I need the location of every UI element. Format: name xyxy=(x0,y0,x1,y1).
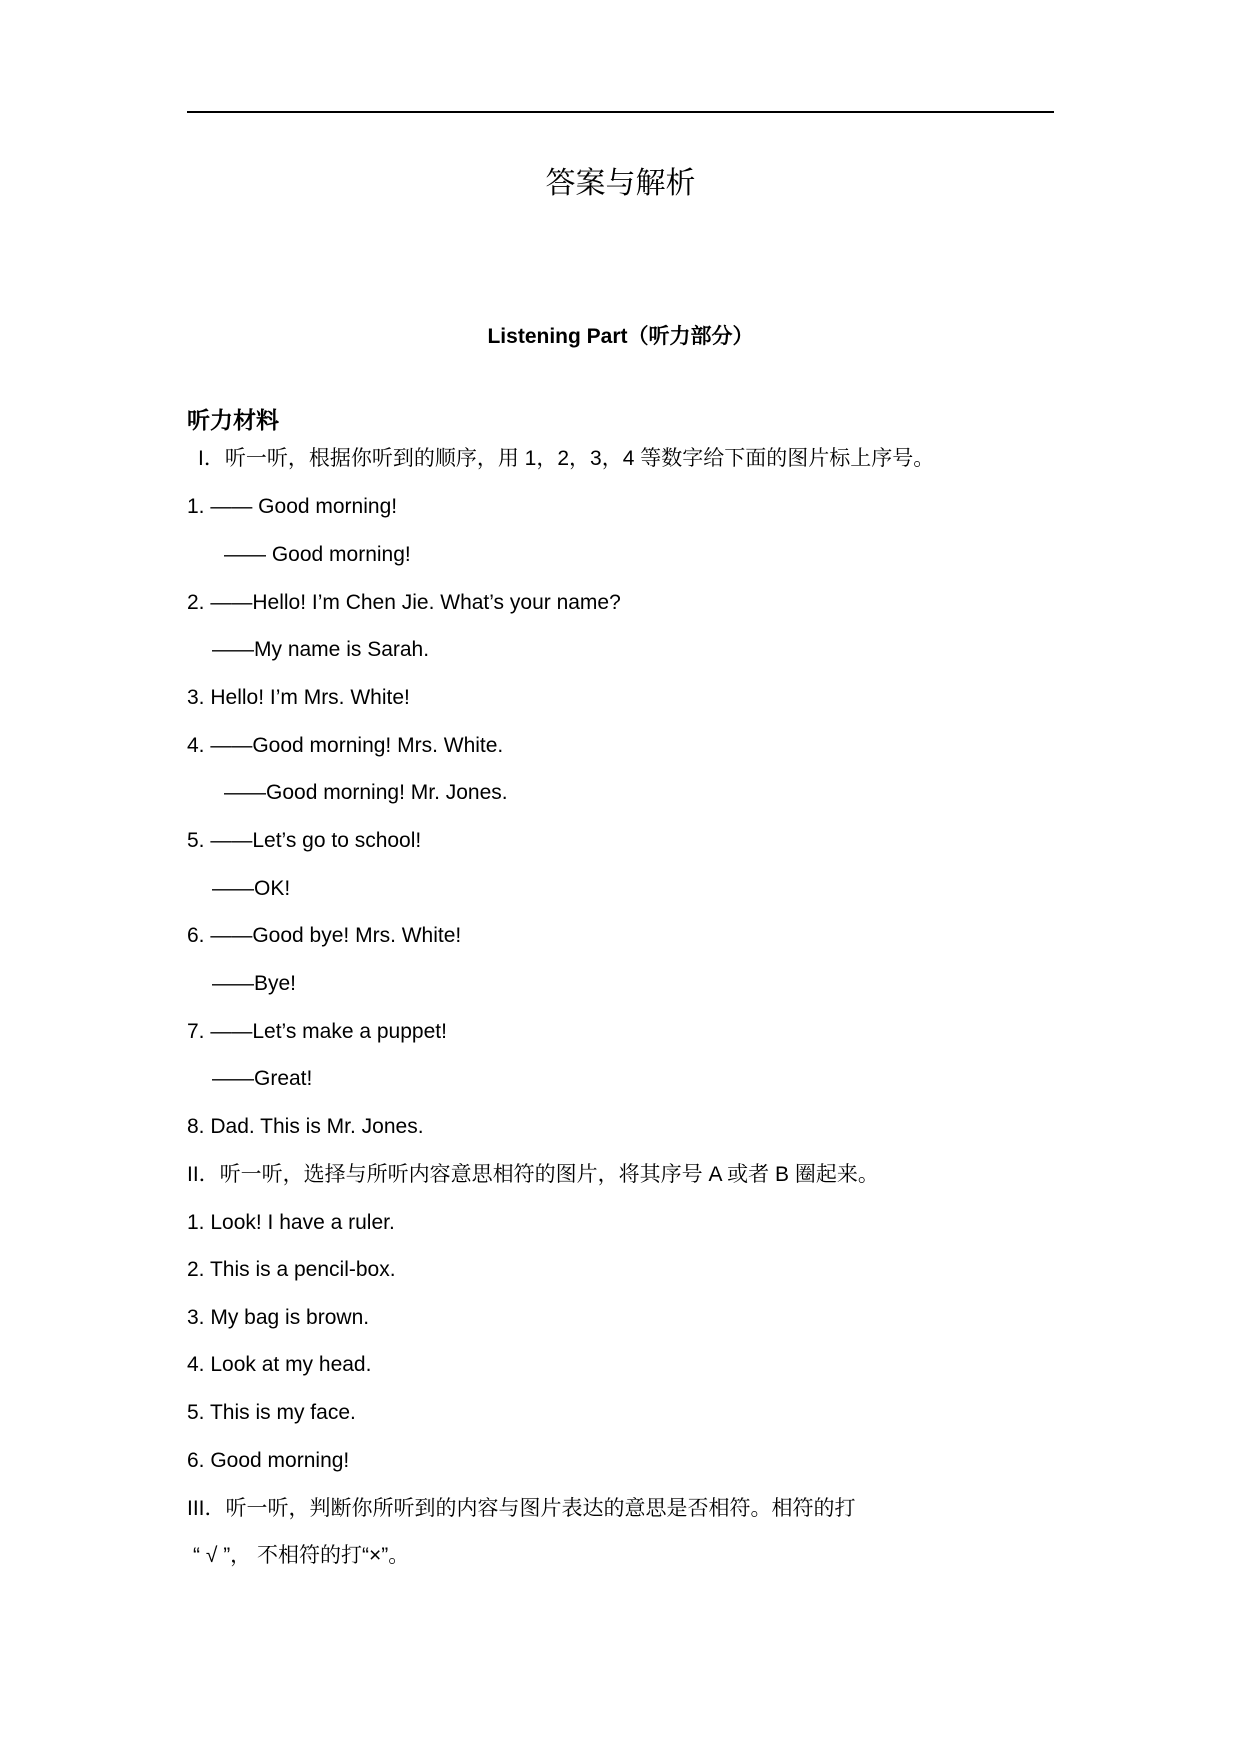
instruction-part-3-cont: “ √ ”， 不相符的打“×”。 xyxy=(193,1544,410,1567)
dialogue-line: ——OK! xyxy=(212,877,291,900)
instruction-part-2: II．听一听，选择与所听内容意思相符的图片，将其序号 A 或者 B 圈起来。 xyxy=(187,1163,879,1186)
sentence-line: 5. This is my face. xyxy=(187,1401,356,1424)
sentence-line: 4. Look at my head. xyxy=(187,1353,372,1376)
dialogue-line: 1. —— Good morning! xyxy=(187,495,398,518)
section-heading: 听力材料 xyxy=(187,407,279,433)
dialogue-line: ——Great! xyxy=(212,1067,313,1090)
sentence-line: 6. Good morning! xyxy=(187,1449,350,1472)
dialogue-line: ——My name is Sarah. xyxy=(212,638,430,661)
page-title: 答案与解析 xyxy=(545,166,696,201)
sentence-line: 1. Look! I have a ruler. xyxy=(187,1211,395,1234)
dialogue-line: 2. ——Hello! I’m Chen Jie. What’s your name? xyxy=(187,591,621,614)
dialogue-line: 5. ——Let’s go to school! xyxy=(187,829,422,852)
sentence-line: 2. This is a pencil-box. xyxy=(187,1258,396,1281)
part-heading: Listening Part（听力部分） xyxy=(487,325,754,348)
instruction-part-1: I．听一听，根据你听到的顺序，用 1，2，3，4 等数字给下面的图片标上序号。 xyxy=(198,447,935,470)
instruction-part-3: III．听一听，判断你所听到的内容与图片表达的意思是否相符。相符的打 xyxy=(187,1497,856,1520)
sentence-line: 3. My bag is brown. xyxy=(187,1306,370,1329)
dialogue-line: ——Good morning! Mr. Jones. xyxy=(224,781,508,804)
dialogue-line: 4. ——Good morning! Mrs. White. xyxy=(187,734,504,757)
dialogue-line: 8. Dad. This is Mr. Jones. xyxy=(187,1115,424,1138)
dialogue-line: 7. ——Let’s make a puppet! xyxy=(187,1020,447,1043)
dialogue-line: ——Bye! xyxy=(212,972,297,995)
dialogue-line: 3. Hello! I’m Mrs. White! xyxy=(187,686,410,709)
top-rule xyxy=(187,111,1054,113)
dialogue-line: 6. ——Good bye! Mrs. White! xyxy=(187,924,462,947)
dialogue-line: —— Good morning! xyxy=(224,543,411,566)
